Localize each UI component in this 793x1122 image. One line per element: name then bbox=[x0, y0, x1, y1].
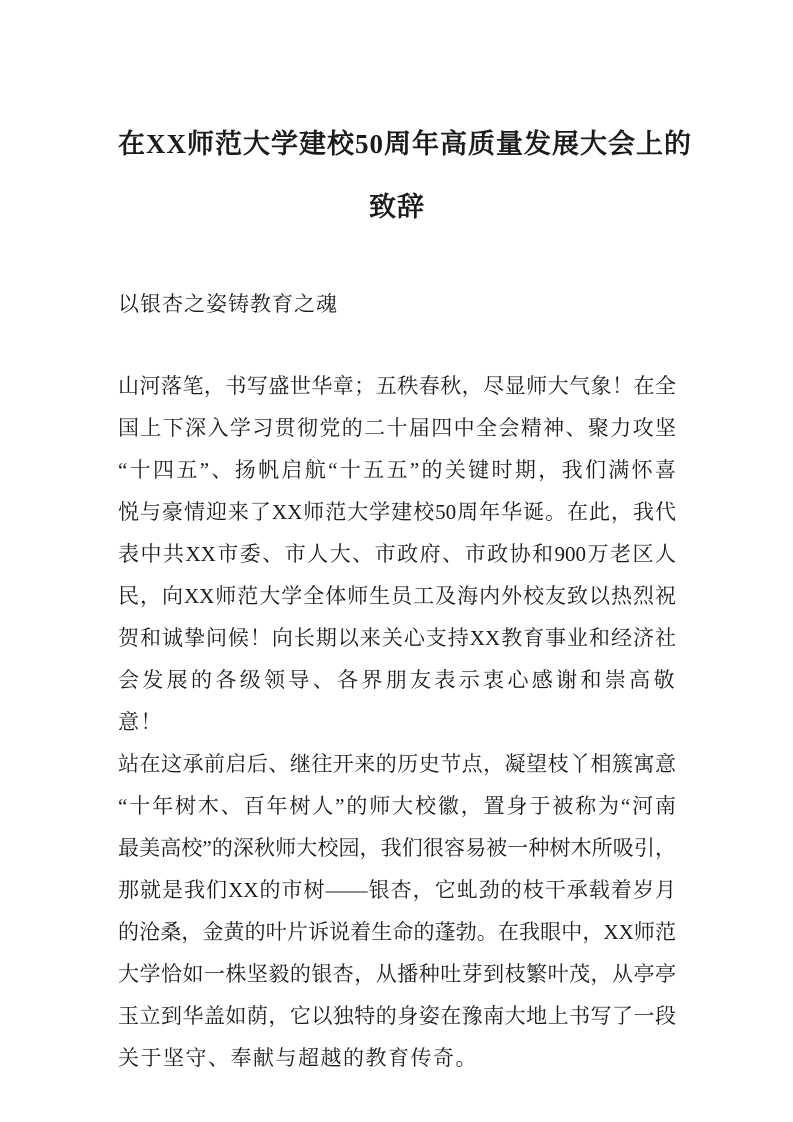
body-line: 关于坚守、奉献与超越的教育传奇。 bbox=[118, 1046, 478, 1070]
body-line: 山河落笔，书写盛世华章；五秩春秋，尽显师大气象！在全 bbox=[118, 374, 676, 398]
body-line: 悦与豪情迎来了XX师范大学建校50周年华诞。在此，我代 bbox=[118, 500, 676, 524]
document-body bbox=[118, 365, 676, 1079]
body-line: 大学恰如一株坚毅的银杏，从播种吐芽到枝繁叶茂，从亭亭 bbox=[118, 962, 676, 986]
body-line: 玉立到华盖如荫，它以独特的身姿在豫南大地上书写了一段 bbox=[118, 1004, 676, 1028]
body-line: 国上下深入学习贯彻党的二十届四中全会精神、聚力攻坚 bbox=[118, 416, 676, 440]
body-line: 贺和诚挚问候！向长期以来关心支持XX教育事业和经济社 bbox=[118, 626, 676, 650]
paragraph-2 bbox=[118, 743, 676, 1079]
document-title bbox=[118, 113, 692, 239]
document-subtitle: 以银杏之姿铸教育之魂 bbox=[118, 292, 338, 316]
body-line: “十年树木、百年树人”的师大校徽，置身于被称为“河南 bbox=[118, 794, 676, 818]
body-line: 表中共XX市委、市人大、市政府、市政协和900万老区人 bbox=[118, 542, 676, 566]
paragraph-1 bbox=[118, 365, 676, 743]
body-line: 民，向XX师范大学全体师生员工及海内外校友致以热烈祝 bbox=[118, 584, 676, 608]
body-line: 站在这承前启后、继往开来的历史节点，凝望枝丫相簇寓意 bbox=[118, 752, 676, 776]
document-content bbox=[0, 113, 793, 1079]
body-line: 最美高校”的深秋师大校园，我们很容易被一种树木所吸引， bbox=[118, 836, 676, 860]
body-line: 会发展的各级领导、各界朋友表示衷心感谢和崇高敬意！ bbox=[118, 668, 676, 734]
document-title-line-2: 致辞 bbox=[369, 192, 425, 222]
body-line: 那就是我们XX的市树——银杏，它虬劲的枝干承载着岁月 bbox=[118, 878, 676, 902]
document-title-line-1: 在XX师范大学建校50周年高质量发展大会上的 bbox=[118, 129, 692, 159]
body-line: “十四五”、扬帆启航“十五五”的关键时期，我们满怀喜 bbox=[118, 458, 676, 482]
body-line: 的沧桑，金黄的叶片诉说着生命的蓬勃。在我眼中，XX师范 bbox=[118, 920, 676, 944]
